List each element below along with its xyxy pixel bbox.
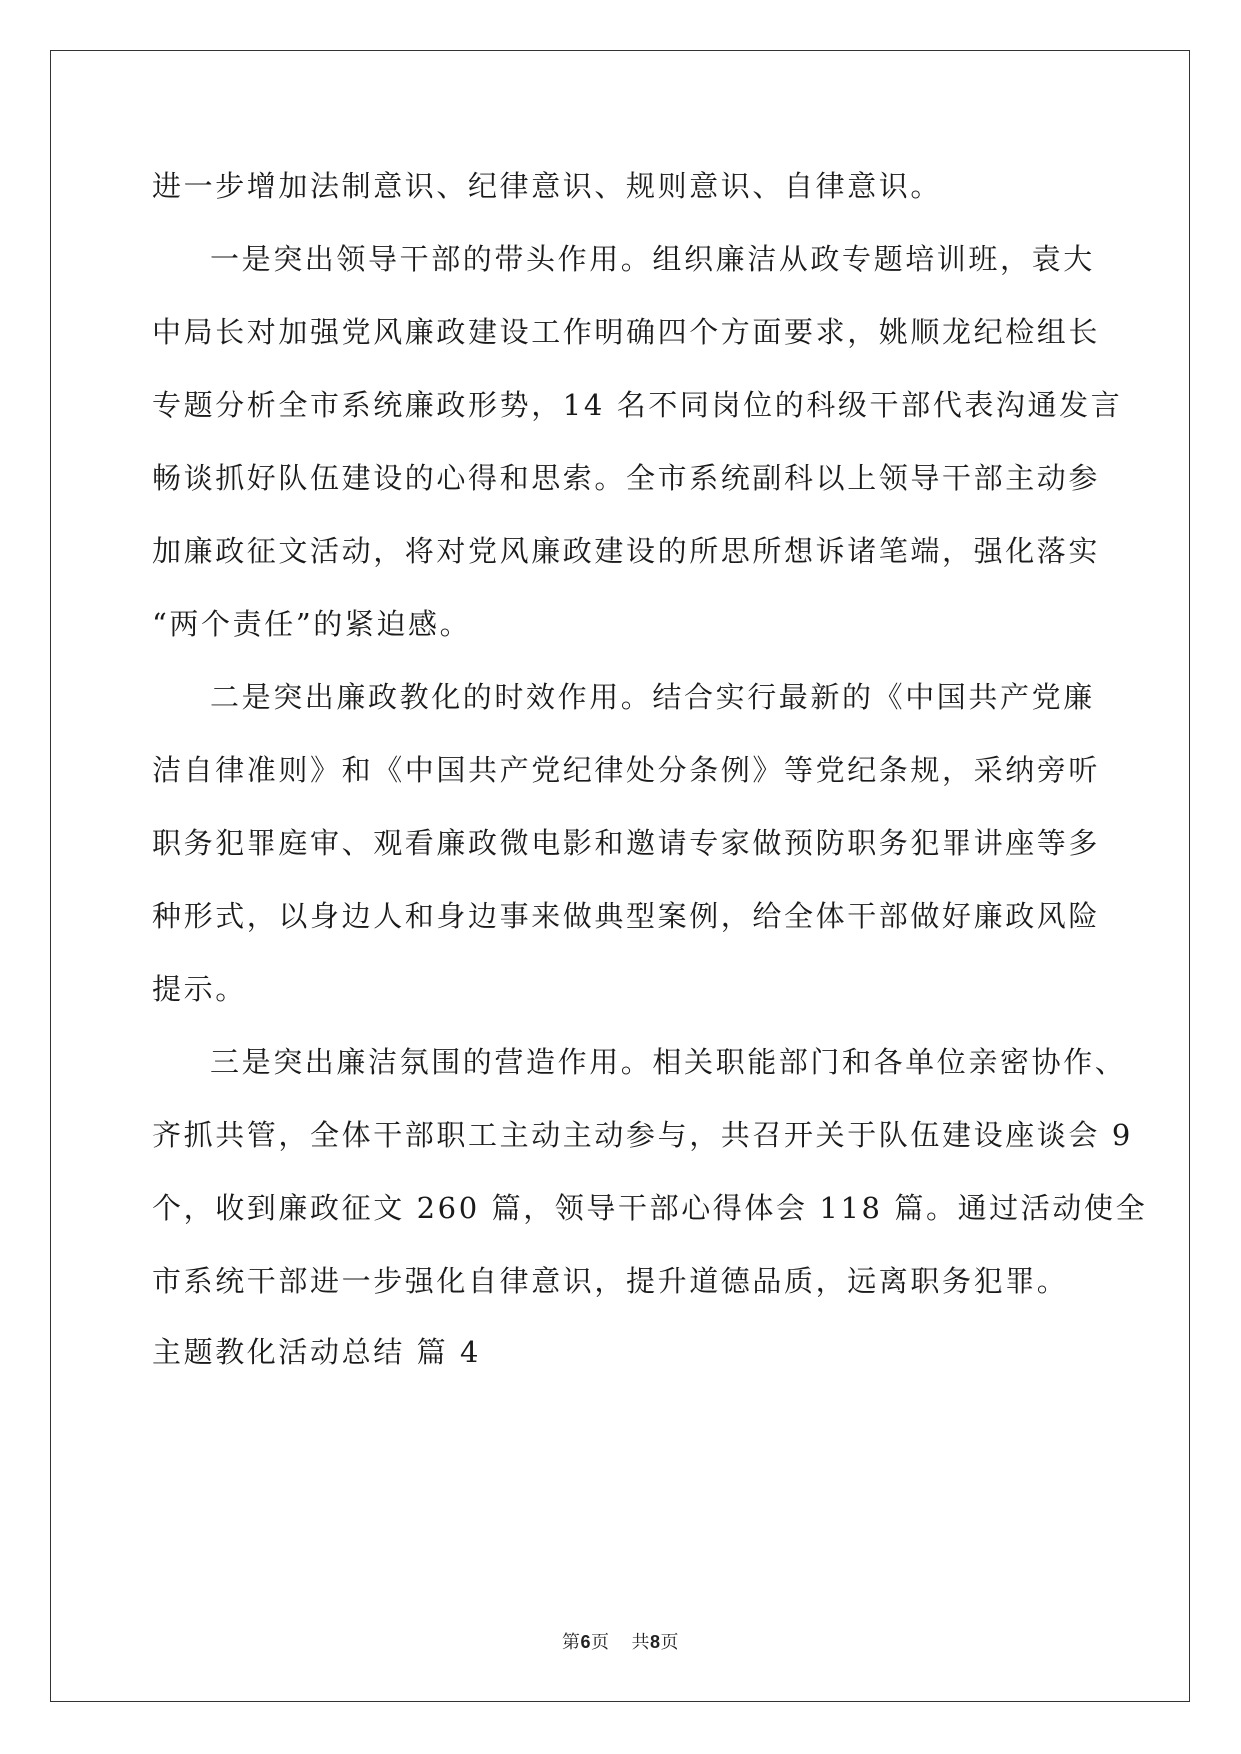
footer-page-prefix: 第 <box>561 1632 581 1653</box>
text-line: 进一步增加法制意识、纪律意识、规则意识、自律意识。 <box>152 169 943 203</box>
text-line: “两个责任”的紧迫感。 <box>152 607 472 641</box>
footer-current-page: 6 <box>580 1632 591 1652</box>
text-line: 齐抓共管，全体干部职工主动主动参与，共召开关于队伍建设座谈会 9 <box>152 1118 1133 1152</box>
footer-page-suffix: 页 <box>591 1632 610 1653</box>
text-line: 种形式，以身边人和身边事来做典型案例，给全体干部做好廉政风险 <box>152 899 1101 933</box>
footer-total-suffix: 页 <box>660 1632 680 1653</box>
text-line: 职务犯罪庭审、观看廉政微电影和邀请专家做预防职务犯罪讲座等多 <box>152 826 1101 860</box>
footer-total-prefix: 共 <box>631 1632 650 1653</box>
text-line: 洁自律准则》和《中国共产党纪律处分条例》等党纪条规，采纳旁听 <box>152 753 1101 787</box>
page-footer <box>0 1630 1241 1655</box>
text-line: 畅谈抓好队伍建设的心得和思索。全市系统副科以上领导干部主动参 <box>152 461 1101 495</box>
section-heading: 主题教化活动总结 篇 4 <box>152 1335 482 1369</box>
text-line: 提示。 <box>152 972 247 1006</box>
text-line: 加廉政征文活动，将对党风廉政建设的所思所想诉诸笔端，强化落实 <box>152 534 1101 568</box>
footer-total-pages: 8 <box>650 1632 661 1652</box>
text-line: 中局长对加强党风廉政建设工作明确四个方面要求，姚顺龙纪检组长 <box>152 315 1101 349</box>
paragraph-first-line: 一是突出领导干部的带头作用。组织廉洁从政专题培训班，袁大 <box>210 242 1095 276</box>
page-border <box>50 50 1190 1702</box>
text-line: 专题分析全市系统廉政形势，14 名不同岗位的科级干部代表沟通发言 <box>152 388 1123 422</box>
text-line: 个，收到廉政征文 260 篇，领导干部心得体会 118 篇。通过活动使全 <box>152 1191 1148 1225</box>
text-line: 市系统干部进一步强化自律意识，提升道德品质，远离职务犯罪。 <box>152 1264 1069 1298</box>
paragraph-first-line: 二是突出廉政教化的时效作用。结合实行最新的《中国共产党廉 <box>210 680 1095 714</box>
paragraph-first-line: 三是突出廉洁氛围的营造作用。相关职能部门和各单位亲密协作、 <box>210 1045 1127 1079</box>
